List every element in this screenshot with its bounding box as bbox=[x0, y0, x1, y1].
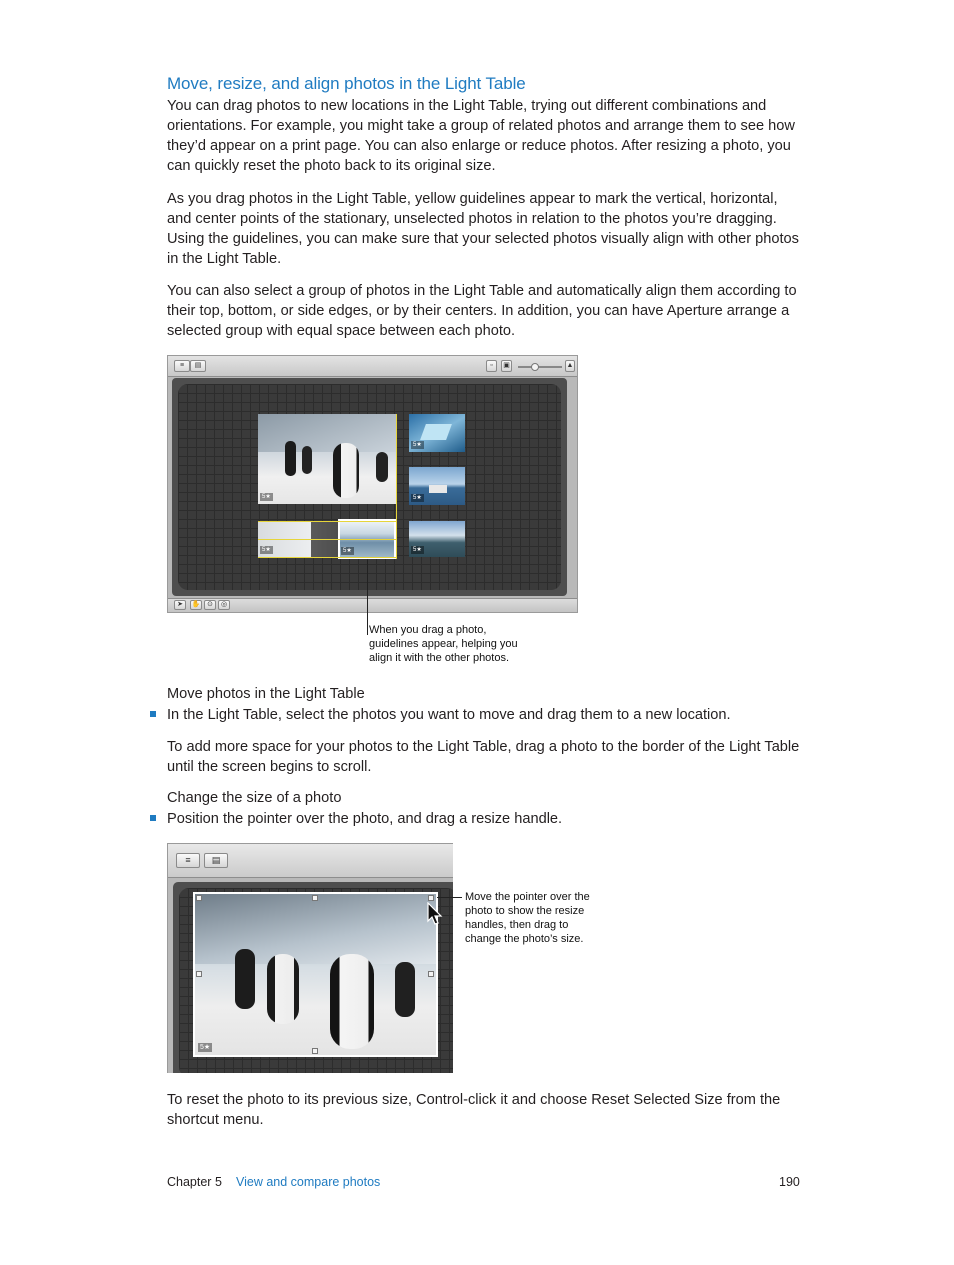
resize-handle-right[interactable] bbox=[428, 971, 434, 977]
page-number: 190 bbox=[779, 1175, 800, 1189]
footer-chapter-link[interactable]: View and compare photos bbox=[236, 1175, 381, 1189]
section-heading: Move, resize, and align photos in the Light Table bbox=[167, 74, 526, 93]
stamp-tool-icon[interactable]: ⊙ bbox=[204, 600, 216, 610]
task-move-step: In the Light Table, select the photos you want to move and drag them to a new location. bbox=[167, 707, 731, 723]
rating-badge: 5★ bbox=[343, 548, 352, 554]
reset-paragraph: To reset the photo to its previous size, Control-click it and choose Reset Selected Size from the shortcut menu. bbox=[167, 1092, 781, 1128]
pointer-cursor-icon bbox=[427, 902, 443, 926]
ship-photo[interactable] bbox=[409, 467, 465, 505]
task-move-title: Move photos in the Light Table bbox=[167, 686, 365, 702]
resize-handle-top[interactable] bbox=[312, 895, 318, 901]
bottom-guideline bbox=[258, 557, 396, 558]
rating-badge: 5★ bbox=[262, 494, 271, 500]
rating-badge: 5★ bbox=[413, 547, 422, 553]
glacier-backdrop bbox=[195, 894, 436, 964]
rating-badge: 5★ bbox=[262, 547, 271, 553]
center-icon[interactable]: ▣ bbox=[501, 360, 512, 372]
penguin-figure bbox=[395, 962, 415, 1017]
light-table-screenshot bbox=[167, 355, 578, 613]
task-move-note: To add more space for your photos to the Light Table, drag a photo to the border of the Light Table until the screen begins to scroll. bbox=[167, 739, 800, 775]
rating-badge: 5★ bbox=[413, 442, 422, 448]
glacier-backdrop bbox=[258, 414, 396, 452]
bullet-marker bbox=[150, 815, 156, 821]
guidelines-paragraph: As you drag photos in the Light Table, yellow guidelines appear to mark the vertical, horizontal, and center points of the stationary, unselected photos in relation to the photos you’re dragging. Using the guidelines, you can make sure that your selected photos visually align with other photos in the Light Table. bbox=[167, 191, 799, 267]
selected-penguin-photo[interactable] bbox=[193, 892, 438, 1057]
penguin-photo[interactable] bbox=[258, 414, 396, 504]
footer-chapter: Chapter 5 bbox=[167, 1175, 222, 1189]
light-table-toolbar bbox=[168, 356, 577, 377]
horizontal-guideline bbox=[258, 521, 396, 522]
penguin-figure bbox=[285, 441, 296, 476]
align-paragraph: You can also select a group of photos in the Light Table and automatically align them according to their top, bottom, or side edges, or by their centers. In addition, you can have Aperture arrange a selected group with equal space between each photo. bbox=[167, 283, 797, 339]
zoom-in-icon[interactable]: ▲ bbox=[565, 360, 575, 372]
bullet-marker bbox=[150, 711, 156, 717]
rating-badge: 5★ bbox=[413, 495, 422, 501]
put-back-icon[interactable]: ▤ bbox=[204, 853, 228, 868]
figure2-callout: Move the pointer over the photo to show the resize handles, then drag to change the photo’s size. bbox=[465, 891, 590, 945]
iceberg-shape bbox=[420, 424, 452, 440]
resize-handle-left[interactable] bbox=[196, 971, 202, 977]
penguin-figure bbox=[267, 954, 299, 1024]
zoom-slider-knob[interactable] bbox=[531, 363, 539, 371]
center-guideline bbox=[258, 539, 396, 540]
penguin-figure bbox=[235, 949, 255, 1009]
main-penguin bbox=[333, 443, 359, 498]
arrange-icon[interactable]: ≡ bbox=[174, 360, 190, 372]
callout-line bbox=[367, 560, 368, 635]
pointer-tool-icon[interactable]: ➤ bbox=[174, 600, 186, 610]
rating-badge: 5★ bbox=[200, 1044, 211, 1051]
light-table-status-bar bbox=[168, 598, 577, 612]
resize-toolbar bbox=[168, 844, 453, 878]
main-penguin bbox=[330, 954, 374, 1049]
zoom-slider[interactable] bbox=[518, 366, 562, 368]
loupe-tool-icon[interactable]: ◎ bbox=[218, 600, 230, 610]
resize-handle-top-left[interactable] bbox=[196, 895, 202, 901]
callout-line bbox=[437, 897, 462, 898]
intro-paragraph: You can drag photos to new locations in the Light Table, trying out different combinations and orientations. For example, you might take a group of related photos and arrange them to see how they’d appear on a print page. You can also enlarge or reduce photos. After resizing a photo, you can quickly reset the photo back to its original size. bbox=[167, 98, 795, 174]
put-back-icon[interactable]: ▤ bbox=[190, 360, 206, 372]
iceberg-photo[interactable] bbox=[409, 414, 465, 452]
landscape-photo[interactable] bbox=[409, 521, 465, 557]
resize-handle-top-right[interactable] bbox=[428, 895, 434, 901]
vertical-guideline bbox=[396, 414, 397, 559]
task-resize-step: Position the pointer over the photo, and drag a resize handle. bbox=[167, 811, 563, 827]
figure1-callout: When you drag a photo, guidelines appear, helping you align it with the other photos. bbox=[369, 624, 518, 664]
hand-tool-icon[interactable]: ✋ bbox=[191, 601, 201, 608]
task-resize-title: Change the size of a photo bbox=[167, 790, 342, 806]
resize-handle-bottom[interactable] bbox=[312, 1048, 318, 1054]
resize-screenshot bbox=[167, 843, 453, 1073]
penguin-figure bbox=[302, 446, 312, 474]
arrange-icon[interactable]: ≡ bbox=[176, 853, 200, 868]
fit-icon[interactable]: ▫ bbox=[486, 360, 497, 372]
ship-shape bbox=[429, 485, 447, 493]
penguin-figure bbox=[376, 452, 388, 482]
